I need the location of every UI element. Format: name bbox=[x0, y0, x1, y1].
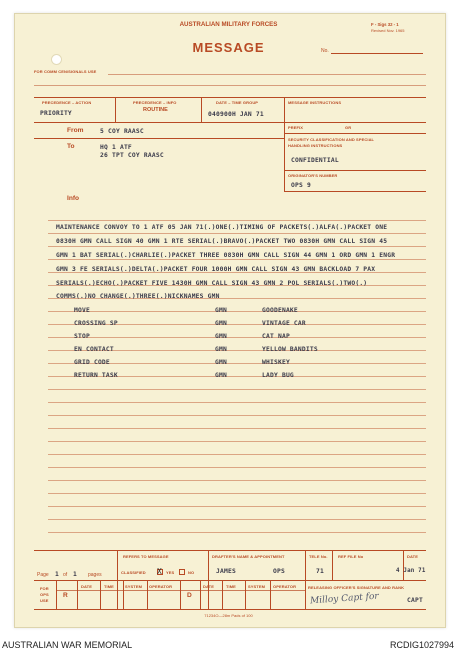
nickname-name: LADY BUG bbox=[262, 372, 294, 379]
rule bbox=[245, 580, 246, 609]
col-time-d: TIME bbox=[226, 584, 236, 589]
rule bbox=[34, 97, 426, 98]
body-line: SERIALS(.)ECHO(.)PACKET FIVE 1430H GMN CALL SIGN 43 GMN 2 POL SERIALS(.)TWO(.) bbox=[56, 280, 368, 287]
body-line: GMN 1 BAT SERIAL(.)CHARLIE(.)PACKET THREE 0830H GMN CALL SIGN 44 GMN 1 ORD GMN 1 ENGR bbox=[56, 252, 396, 259]
refers-label: REFERS TO MESSAGE bbox=[123, 554, 169, 559]
to-label: To bbox=[67, 143, 75, 150]
form-revised: Revised Nov. 1965 bbox=[371, 28, 405, 33]
precedence-info-label: PRECEDENCE – INFO bbox=[133, 100, 177, 105]
nickname-term: STOP bbox=[74, 333, 90, 340]
tele-label: TELE No. bbox=[309, 554, 328, 559]
rule bbox=[180, 580, 181, 609]
org-name: AUSTRALIAN MILITARY FORCES bbox=[179, 21, 278, 28]
body-line: 0830H GMN CALL SIGN 40 GMN 1 RTE SERIAL(.)BRAVO(.)PACKET TWO 0830H GMN CALL SIGN 45 bbox=[56, 238, 388, 245]
rule bbox=[200, 580, 201, 609]
rule bbox=[305, 550, 306, 580]
ruled-line bbox=[48, 311, 426, 312]
nickname-term: MOVE bbox=[74, 307, 90, 314]
for-ops-label-2: OPS bbox=[40, 592, 49, 597]
archive-id: RCDIG1027994 bbox=[389, 640, 454, 650]
rule bbox=[56, 590, 305, 591]
rule bbox=[56, 580, 57, 609]
of-value: 1 bbox=[73, 571, 77, 578]
yes-mark: X bbox=[157, 567, 162, 576]
precedence-info-value: ROUTINE bbox=[143, 107, 168, 113]
page-value: 1 bbox=[55, 571, 59, 578]
pages-label: pages bbox=[88, 572, 102, 578]
number-label: No. bbox=[321, 48, 329, 54]
ruled-line bbox=[48, 233, 426, 234]
rule bbox=[34, 122, 426, 123]
precedence-action-label: PRECEDENCE – ACTION bbox=[42, 100, 92, 105]
of-label: of bbox=[63, 572, 68, 578]
ruled-line bbox=[48, 480, 426, 481]
message-instructions-label: MESSAGE INSTRUCTIONS bbox=[288, 100, 342, 105]
nickname-sep: GMN bbox=[215, 307, 227, 314]
body-line: GMN 3 FE SERIALS(.)DELTA(.)PACKET FOUR 1000H GMN CALL SIGN 43 GMN BACKLOAD 7 PAX bbox=[56, 266, 376, 273]
col-operator-d: OPERATOR bbox=[273, 584, 297, 589]
gr-label: GR bbox=[345, 125, 352, 130]
rule bbox=[34, 580, 426, 581]
archive-footer bbox=[0, 637, 457, 654]
drafter-appointment: OPS bbox=[273, 568, 285, 575]
originator-value: OPS 9 bbox=[291, 182, 311, 189]
comm-line bbox=[34, 85, 426, 86]
number-line bbox=[331, 53, 423, 54]
form-code: F - Sigs 32 - 1 bbox=[371, 22, 399, 27]
rule bbox=[201, 97, 202, 122]
rule bbox=[123, 580, 124, 609]
col-system-r: SYSTEM bbox=[125, 584, 143, 589]
info-label: Info bbox=[67, 195, 80, 202]
ruled-line bbox=[48, 389, 426, 390]
rule bbox=[284, 97, 285, 192]
rule bbox=[77, 580, 78, 609]
punch-hole bbox=[51, 54, 62, 65]
rule bbox=[403, 550, 404, 580]
rule bbox=[284, 191, 426, 192]
ruled-line bbox=[48, 415, 426, 416]
rule bbox=[284, 170, 426, 171]
rule bbox=[147, 580, 148, 609]
nickname-name: GOODENAKE bbox=[262, 307, 298, 314]
nickname-sep: GMN bbox=[215, 333, 227, 340]
col-system-d: SYSTEM bbox=[248, 584, 266, 589]
rank-value: CAPT bbox=[407, 597, 423, 604]
ruled-line bbox=[48, 532, 426, 533]
col-date-r: DATE bbox=[81, 584, 92, 589]
date-value: 4 Jan 71 bbox=[396, 568, 426, 574]
to-value-1: HQ 1 ATF bbox=[100, 144, 132, 151]
received-r-label: R bbox=[63, 592, 68, 599]
ruled-line bbox=[48, 246, 426, 247]
nickname-name: WHISKEY bbox=[262, 359, 290, 366]
ruled-line bbox=[48, 519, 426, 520]
col-date-d: DATE bbox=[203, 584, 214, 589]
precedence-action-value: PRIORITY bbox=[40, 110, 72, 117]
nickname-name: CAT NAP bbox=[262, 333, 290, 340]
rule bbox=[305, 580, 306, 609]
comm-line bbox=[108, 74, 426, 75]
from-value: 5 COY RAASC bbox=[100, 128, 144, 135]
rule bbox=[284, 133, 426, 134]
security-label: SECURITY CLASSIFICATION AND SPECIAL bbox=[288, 137, 375, 142]
nickname-sep: GMN bbox=[215, 320, 227, 327]
rule bbox=[117, 550, 118, 609]
dtg-value: 040900H JAN 71 bbox=[208, 111, 264, 118]
nickname-name: VINTAGE CAR bbox=[262, 320, 306, 327]
classified-no-checkbox[interactable] bbox=[179, 569, 185, 575]
rule bbox=[270, 580, 271, 609]
despatched-d-label: D bbox=[187, 592, 192, 599]
page-label: Page bbox=[37, 572, 49, 578]
archive-name: AUSTRALIAN WAR MEMORIAL bbox=[2, 640, 133, 650]
ref-file-label: REF FILE No bbox=[338, 554, 364, 559]
officer-signature: Milloy Capt for bbox=[309, 591, 380, 607]
rule bbox=[34, 609, 426, 610]
to-value-2: 26 TPT COY RAASC bbox=[100, 152, 164, 159]
from-label: From bbox=[67, 127, 84, 134]
dtg-label: DATE – TIME GROUP bbox=[216, 100, 259, 105]
nickname-term: GRID CODE bbox=[74, 359, 110, 366]
rule bbox=[34, 550, 426, 551]
nickname-name: YELLOW BANDITS bbox=[262, 346, 318, 353]
print-code: 71234O—28m Pads of 100 bbox=[204, 613, 253, 618]
yes-label: YES bbox=[166, 570, 175, 575]
ruled-line bbox=[48, 467, 426, 468]
for-ops-label: FOR bbox=[40, 586, 49, 591]
no-label: NO bbox=[188, 570, 195, 575]
nickname-term: RETURN TASK bbox=[74, 372, 118, 379]
ruled-line bbox=[48, 493, 426, 494]
rule bbox=[208, 550, 209, 609]
ruled-line bbox=[48, 428, 426, 429]
ruled-line bbox=[48, 337, 426, 338]
for-ops-label-3: USE bbox=[40, 598, 49, 603]
ruled-line bbox=[48, 454, 426, 455]
nickname-term: CROSSING SP bbox=[74, 320, 118, 327]
rule bbox=[100, 580, 101, 609]
security-label-2: HANDLING INSTRUCTIONS bbox=[288, 143, 343, 148]
rule bbox=[115, 97, 116, 122]
originator-label: ORIGINATOR'S NUMBER bbox=[288, 173, 338, 178]
security-value: CONFIDENTIAL bbox=[291, 157, 339, 164]
rule bbox=[332, 550, 333, 580]
drafter-label: DRAFTER'S NAME & APPOINTMENT bbox=[212, 554, 285, 559]
page-title: MESSAGE bbox=[192, 40, 265, 55]
ruled-line bbox=[48, 259, 426, 260]
drafter-name: JAMES bbox=[216, 568, 236, 575]
prefix-label: PREFIX bbox=[288, 125, 304, 130]
nickname-sep: GMN bbox=[215, 346, 227, 353]
body-line: MAINTENANCE CONVOY TO 1 ATF 05 JAN 71(.)ONE(.)TIMING OF PACKETS(.)ALFA(.)PACKET ONE bbox=[56, 224, 388, 231]
tele-value: 71 bbox=[316, 568, 324, 575]
nickname-term: EN CONTACT bbox=[74, 346, 114, 353]
comm-cen-label: FOR COMM CEN/SIGNALS USE bbox=[34, 69, 97, 74]
body-line: COMMS(.)NO CHANGE(.)THREE(.)NICKNAMES GMN bbox=[56, 293, 220, 300]
ruled-line bbox=[48, 441, 426, 442]
nickname-sep: GMN bbox=[215, 359, 227, 366]
classified-label: CLASSIFIED bbox=[121, 570, 146, 575]
releasing-officer-label: RELEASING OFFICER'S SIGNATURE AND RANK bbox=[308, 585, 405, 590]
col-time-r: TIME bbox=[104, 584, 114, 589]
ruled-line bbox=[48, 402, 426, 403]
ruled-line bbox=[48, 506, 426, 507]
nickname-sep: GMN bbox=[215, 372, 227, 379]
date-label: DATE bbox=[407, 554, 418, 559]
rule bbox=[222, 580, 223, 609]
rule bbox=[34, 138, 284, 139]
ruled-line bbox=[48, 220, 426, 221]
col-operator-r: OPERATOR bbox=[149, 584, 173, 589]
